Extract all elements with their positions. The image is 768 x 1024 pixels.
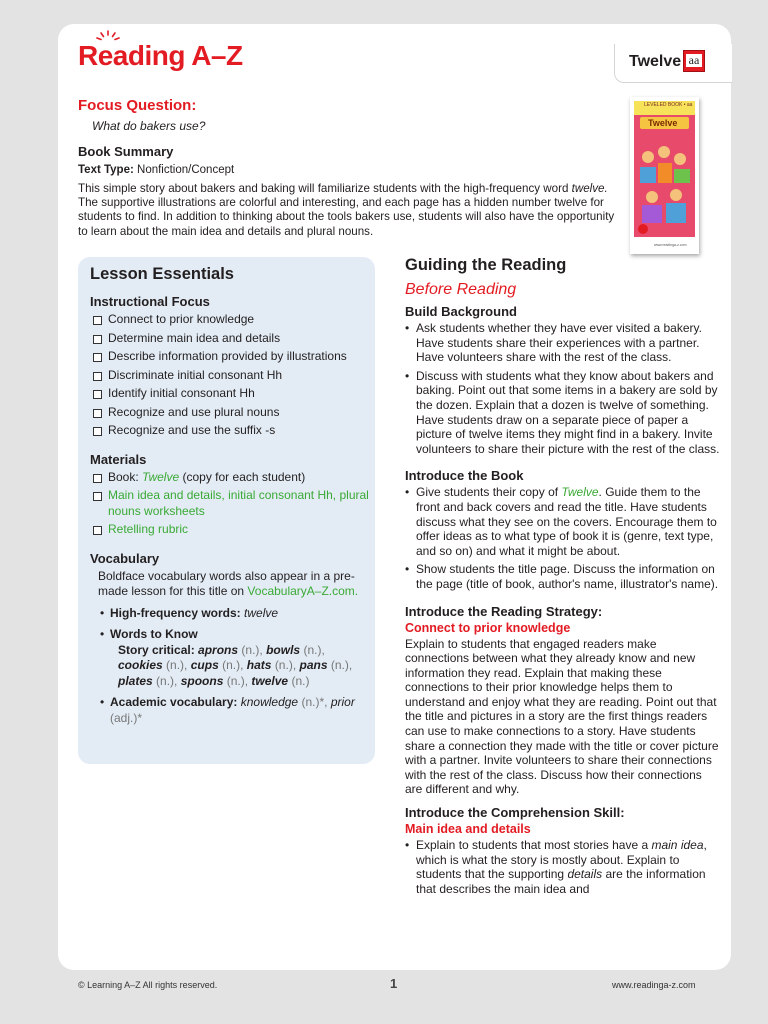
cover-url: www.readinga-z.com <box>654 243 687 247</box>
high-frequency-words: • High-frequency words: twelve <box>90 606 370 622</box>
text-type-line: Text Type: Nonfiction/Concept <box>78 164 235 176</box>
focus-item: Connect to prior knowledge <box>90 312 370 328</box>
reading-strategy-heading: Introduce the Reading Strategy: <box>405 603 603 619</box>
focus-item: Discriminate initial consonant Hh <box>90 368 370 384</box>
book-title-tab <box>614 44 732 83</box>
guiding-reading-column <box>405 256 720 900</box>
build-background-heading: Build Background <box>405 304 517 319</box>
before-reading-heading: Before Reading <box>405 281 517 298</box>
focus-question-text: What do bakers use? <box>92 119 206 133</box>
page-number: 1 <box>390 976 398 991</box>
reading-strategy-subheading: Connect to prior knowledge <box>405 620 571 635</box>
vocabulary-az-link[interactable]: VocabularyA–Z.com. <box>247 584 359 598</box>
book-summary-heading: Book Summary <box>78 144 174 159</box>
story-critical-words: Story critical: aprons (n.), bowls (n.), cookies (n.), cups (n.), hats (n.), pans (n.), plates (n.), spoons (n.), twelve (n.) <box>118 642 353 688</box>
book-link[interactable]: Twelve <box>142 469 180 484</box>
build-background-item: • Discuss with students what they know about bakers and baking. Point out that some items in a bakery are sold by the dozen. Explain that a dozen is twelve of something. Have students draw on a separate piece of paper a picture of twelve items they might find in a bakery. Invite volunteers to share their picture with the rest of the class. <box>405 369 720 457</box>
guiding-reading-title: Guiding the Reading <box>405 256 567 274</box>
focus-item: Describe information provided by illustrations <box>90 349 370 365</box>
focus-question-heading: Focus Question: <box>78 97 197 114</box>
vocabulary-heading: Vocabulary <box>90 550 160 566</box>
material-book: Book: Twelve (copy for each student) <box>90 470 370 486</box>
book-title: Twelve <box>629 53 682 70</box>
book-cover-image <box>630 97 699 254</box>
focus-item: Recognize and use plural nouns <box>90 405 370 421</box>
cover-series: LEVELED BOOK • aa <box>644 102 693 108</box>
footer-copyright: © Learning A–Z All rights reserved. <box>78 980 218 990</box>
reading-az-logo: Reading A–Z <box>78 40 243 71</box>
reading-strategy-text: Explain to students that engaged readers make connections between what they already know and new information they read. Explain that making these connections to their prior knowledge helps them to understand and enjoy what they are reading. Point out that the title and pictures in a story are the first things readers can use to make connections to a story. Have students share a connection they made with the title or cover picture with a partner. Invite volunteers to share their connections with the rest of the class. Discuss how their connections are different and why. <box>405 636 719 797</box>
comprehension-skill-heading: Introduce the Comprehension Skill: <box>405 805 625 821</box>
focus-item: Recognize and use the suffix -s <box>90 423 370 439</box>
introduce-book-heading: Introduce the Book <box>405 468 524 484</box>
footer-url[interactable]: www.readinga-z.com <box>612 980 696 990</box>
focus-item: Identify initial consonant Hh <box>90 386 370 402</box>
instructional-focus-heading: Instructional Focus <box>90 294 210 309</box>
lesson-essentials-panel <box>78 257 375 764</box>
academic-vocabulary: • Academic vocabulary: knowledge (n.)*, prior (adj.)* <box>90 695 370 726</box>
introduce-book-item: • Show students the title page. Discuss the information on the page (title of book, author's name, illustrator's name). <box>405 562 720 591</box>
focus-item: Determine main idea and details <box>90 331 370 347</box>
comprehension-skill-subheading: Main idea and details <box>405 822 531 837</box>
material-worksheets-link[interactable]: Main idea and details, initial consonant Hh, plural nouns worksheets <box>90 488 370 519</box>
twelve-link[interactable]: Twelve <box>561 485 599 500</box>
book-summary-text: This simple story about bakers and baking will familiarize students with the high-frequency word twelve. The supportive illustrations are colorful and interesting, and each page has a hidden number twelve for students to find. In addition to thinking about the tools bakers use, students will also have the opportunity to learn about the main idea and details and plural nouns. <box>78 182 615 238</box>
vocabulary-text: Boldface vocabulary words also appear in a pre-made lesson for this title on VocabularyA–Z.com. <box>98 568 359 598</box>
comprehension-skill-item: • Explain to students that most stories have a main idea, which is what the story is mostly about. Explain to students that the supporting details are the information that describes the main idea and <box>405 838 720 896</box>
materials-heading: Materials <box>90 451 147 467</box>
cover-title: Twelve <box>648 118 678 128</box>
level-badge: aa <box>683 50 705 72</box>
build-background-item: • Ask students whether they have ever visited a bakery. Have students share their experiences with a partner. Have volunteers share with the rest of the class. <box>405 321 720 365</box>
material-rubric-link[interactable]: Retelling rubric <box>90 522 370 538</box>
lesson-essentials-title: Lesson Essentials <box>90 265 234 283</box>
words-to-know-heading: • Words to Know <box>90 627 370 643</box>
introduce-book-item: • Give students their copy of Twelve. Guide them to the front and back covers and read the title. Have students discuss what they see on the covers. Encourage them to offer ideas as to what type of book it is (genre, text type, and so on) and what it might be about. <box>405 485 720 558</box>
